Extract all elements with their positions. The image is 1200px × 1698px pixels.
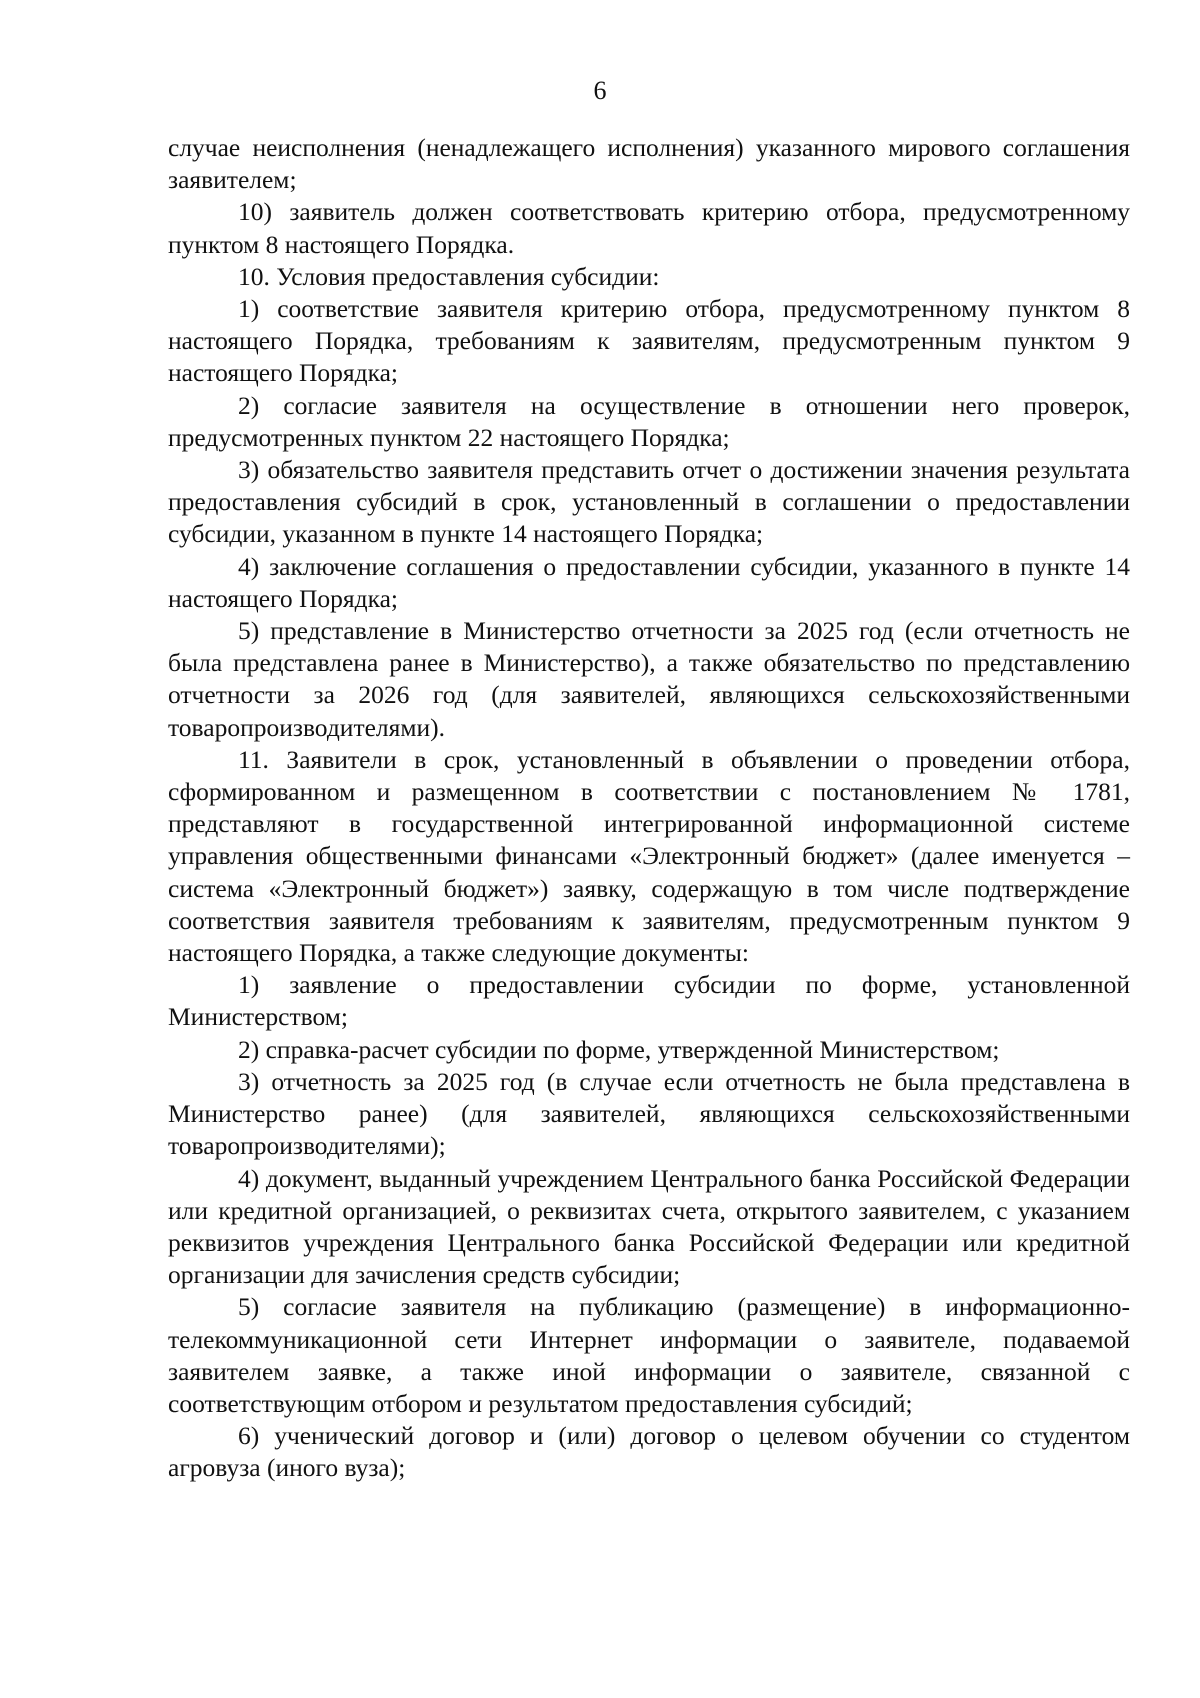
list-item: 4) документ, выданный учреждением Центрального банка Российской Федерации или кредитной организацией, о реквизитах счета, открытого заявителем, с указанием реквизитов учреждения Центрального банка Российской Федерации или кредитной организации для зачисления средств субсидии; (168, 1163, 1130, 1290)
list-item: 2) справка-расчет субсидии по форме, утвержденной Министерством; (238, 1034, 1000, 1064)
list-item: 5) представление в Министерство отчетности за 2025 год (если отчетность не была представлена ранее в Министерство), а также обязательство по представлению отчетности за 2026 год (для заявителей, являющихся сельскохозяйственными товаропроизводителями). (168, 616, 1130, 742)
paragraph: 10) заявитель должен соответствовать критерию отбора, предусмотренному пунктом 8 настоящего Порядка. (168, 197, 1130, 259)
list-item: 4) заключение соглашения о предоставлении субсидии, указанного в пункте 14 настоящего Порядка; (168, 551, 1130, 613)
paragraph: случае неисполнения (ненадлежащего исполнения) указанного мирового соглашения заявителем; (168, 133, 1130, 195)
section-heading: 10. Условия предоставления субсидии: (238, 261, 660, 291)
page-number: 6 (593, 76, 607, 105)
document-body (168, 132, 1130, 1485)
list-item: 5) согласие заявителя на публикацию (размещение) в информационно-телекоммуникационной сети Интернет информации о заявителе, подаваемой заявителем заявке, а также иной информации о заявителе, связанной с соответствующим отбором и результатом предоставления субсидий; (168, 1292, 1130, 1418)
section-paragraph: 11. Заявители в срок, установленный в объявлении о проведении отбора, сформированном и размещенном в соответствии с постановлением № 1781, представляют в государственной интегрированной информационной системе управления общественными финансами «Электронный бюджет» (далее именуется – система «Электронный бюджет») заявку, содержащую в том числе подтверждение соответствия заявителя требованиям к заявителям, предусмотренным пунктом 9 настоящего Порядка, а также следующие документы: (168, 744, 1130, 968)
list-item: 1) соответствие заявителя критерию отбора, предусмотренному пунктом 8 настоящего Порядка, требованиям к заявителям, предусмотренным пунктом 9 настоящего Порядка; (168, 294, 1130, 388)
list-item: 1) заявление о предоставлении субсидии по форме, установленной Министерством; (168, 970, 1130, 1032)
list-item: 3) обязательство заявителя представить отчет о достижении значения результата предоставления субсидий в срок, установленный в соглашении о предоставлении субсидии, указанном в пункте 14 настоящего Порядка; (168, 455, 1130, 549)
list-item: 6) ученический договор и (или) договор о целевом обучении со студентом агровуза (иного вуза); (168, 1421, 1130, 1483)
list-item: 2) согласие заявителя на осуществление в отношении него проверок, предусмотренных пунктом 22 настоящего Порядка; (168, 390, 1130, 452)
list-item: 3) отчетность за 2025 год (в случае если отчетность не была представлена в Министерство ранее) (для заявителей, являющихся сельскохозяйственными товаропроизводителями); (168, 1066, 1130, 1161)
